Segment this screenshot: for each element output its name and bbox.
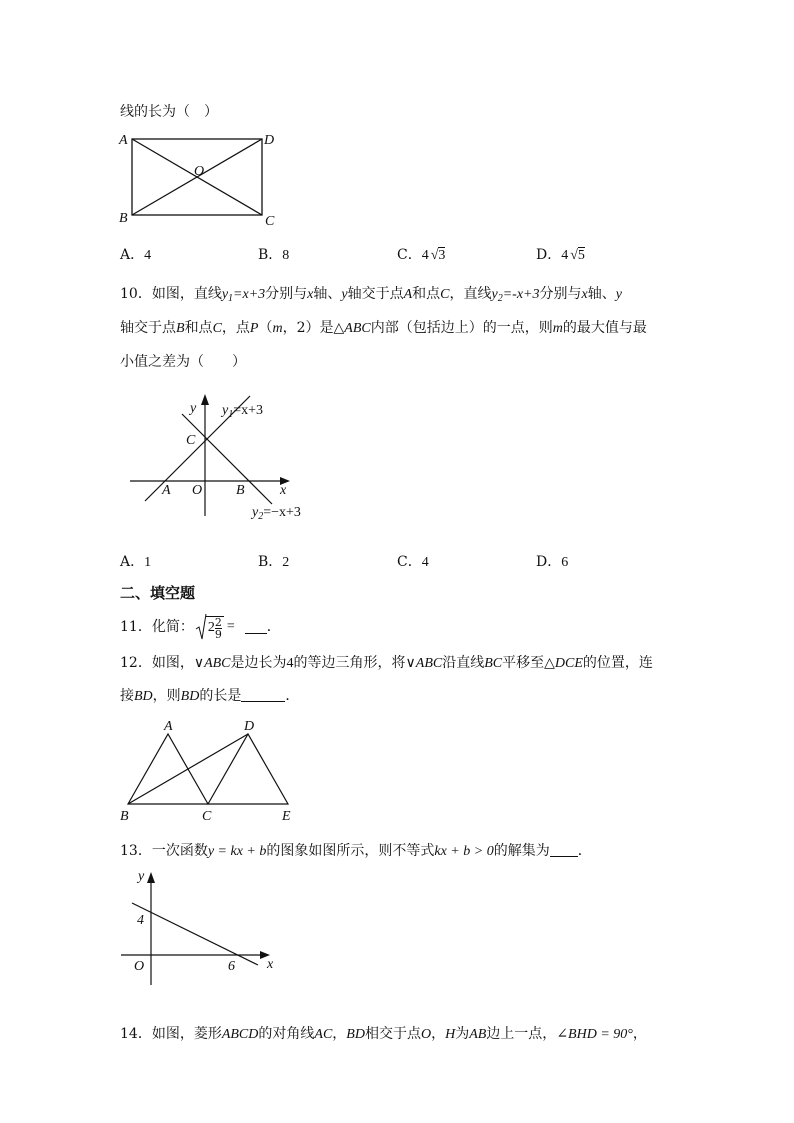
q10-option-c: C．4 [397, 554, 429, 570]
q10-line-3: 小值之差为（ ） [120, 354, 246, 370]
label-e: E [282, 809, 291, 824]
graph-o-label: O [134, 959, 145, 974]
label-o: O [194, 164, 205, 179]
q10-line-1: 10．如图，直线$y_1=x+3$分别与x轴、y轴交于点A和点C，直线$y_2=-x+3$分别与x轴、y [120, 286, 622, 304]
q10-line-2: 轴交于点B和点C，点P（m，2）是△ABC内部（包括边上）的一点，则m的最大值与最 [120, 320, 647, 336]
graph-a-label: A [162, 483, 171, 498]
graph-c-label: C [186, 433, 196, 448]
q11-line: 11． 化简： 2 $\frac{2}{9}$ = ． [120, 612, 281, 642]
q12-line-2: 接BD，则BD的长是 ． [120, 688, 300, 704]
section-heading: 二、填空题 [120, 584, 196, 602]
q9-option-c: C．4 √3 [397, 247, 446, 263]
graph-b-label: B [236, 483, 245, 498]
q9-stem-tail: 线的长为（ ） [120, 104, 218, 120]
q9-option-d: D．4 √5 [536, 247, 585, 263]
graph-y2-label: $y_2=-x+3$ [252, 505, 301, 522]
q9-option-b: B．8 [258, 247, 290, 263]
label-a: A [119, 133, 128, 148]
graph-o-label: O [192, 483, 203, 498]
graph-x-label: x [267, 957, 274, 972]
sqrt-symbol: √ [570, 248, 578, 263]
q13-line: 13．一次函数y = kx + b的图象如图所示，则不等式kx + b > 0的解集为 ． [120, 843, 592, 859]
graph-y1-label: $y_1=x+3$ [222, 403, 264, 420]
label-d: D [244, 719, 255, 734]
sqrt-expression: 2 $\frac{2}{9}$ [196, 613, 224, 641]
label-a: A [164, 719, 173, 734]
q10-option-a: A．1 [120, 554, 152, 570]
q14-line: 14．如图，菱形ABCD的对角线AC，BD相交于点O，H为AB边上一点，∠BHD = 90°， [120, 1026, 647, 1042]
label-c: C [265, 214, 275, 229]
graph-four-label: 4 [137, 913, 144, 928]
q12-line-1: 12．如图，∨ABC是边长为4的等边三角形，将∨ABC沿直线BC平移至△DCE的位置，连 [120, 655, 653, 671]
graph-six-label: 6 [228, 959, 235, 974]
y-axis-arrow [147, 872, 155, 883]
label-b: B [119, 211, 128, 226]
graph-y-label: y [138, 869, 145, 884]
sqrt-symbol: √ [430, 248, 439, 263]
label-c: C [202, 809, 212, 824]
q10-option-d: D．6 [536, 554, 569, 570]
q10-option-b: B．2 [258, 554, 290, 570]
fraction: $\frac{2}{9}$ [214, 615, 222, 641]
graph-y-label: y [190, 401, 197, 416]
label-b: B [120, 809, 129, 824]
q9-option-a: A．4 [120, 247, 152, 263]
graph-x-label: x [280, 483, 287, 498]
label-d: D [264, 133, 275, 148]
